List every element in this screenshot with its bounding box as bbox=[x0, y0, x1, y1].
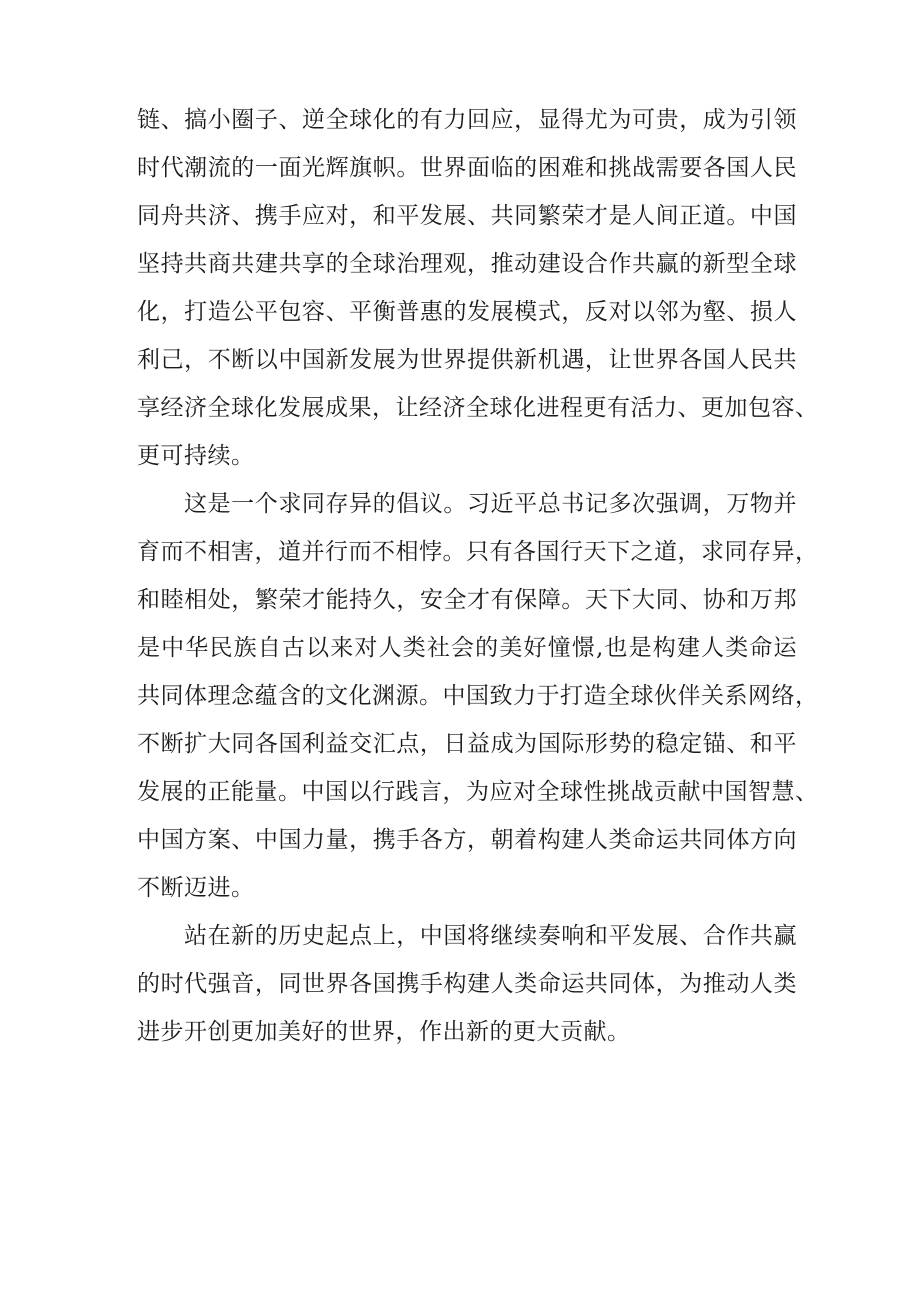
text-line: 进步开创更加美好的世界，作出新的更大贡献。 bbox=[137, 1019, 631, 1045]
text-line: 不断扩大同各国利益交汇点，日益成为国际形势的稳定锚、和平 bbox=[137, 731, 797, 757]
text-line: 坚持共商共建共享的全球治理观，推动建设合作共赢的新型全球 bbox=[137, 251, 797, 277]
text-line: 发展的正能量。中国以行践言，为应对全球性挑战贡献中国智慧、 bbox=[137, 779, 819, 805]
text-line: 站在新的历史起点上，中国将继续奏响和平发展、合作共赢 bbox=[184, 923, 797, 949]
text-line: 享经济全球化发展成果，让经济全球化进程更有活力、更加包容、 bbox=[137, 395, 819, 421]
paragraph-3 bbox=[137, 912, 797, 1056]
paragraph-2 bbox=[137, 480, 819, 912]
text-line: 是中华民族自古以来对人类社会的美好憧憬,也是构建人类命运 bbox=[137, 635, 797, 661]
text-line: 和睦相处，繁荣才能持久，安全才有保障。天下大同、协和万邦 bbox=[137, 587, 797, 613]
text-line: 更可持续。 bbox=[137, 443, 255, 469]
text-line: 中国方案、中国力量，携手各方，朝着构建人类命运共同体方向 bbox=[137, 827, 797, 853]
text-line: 利己，不断以中国新发展为世界提供新机遇，让世界各国人民共 bbox=[137, 347, 797, 373]
document-body bbox=[137, 96, 819, 1056]
paragraph-1 bbox=[137, 96, 819, 480]
text-line: 不断迈进。 bbox=[137, 875, 255, 901]
text-line: 同舟共济、携手应对，和平发展、共同繁荣才是人间正道。中国 bbox=[137, 203, 797, 229]
text-line: 共同体理念蕴含的文化渊源。中国致力于打造全球伙伴关系网络， bbox=[137, 683, 819, 709]
text-line: 链、搞小圈子、逆全球化的有力回应，显得尤为可贵，成为引领 bbox=[137, 107, 797, 133]
text-line: 育而不相害，道并行而不相悖。只有各国行天下之道，求同存异， bbox=[137, 539, 819, 565]
text-line: 这是一个求同存异的倡议。习近平总书记多次强调，万物并 bbox=[184, 491, 797, 517]
text-line: 的时代强音，同世界各国携手构建人类命运共同体，为推动人类 bbox=[137, 971, 797, 997]
text-line: 化，打造公平包容、平衡普惠的发展模式，反对以邻为壑、损人 bbox=[137, 299, 797, 325]
text-line: 时代潮流的一面光辉旗帜。世界面临的困难和挑战需要各国人民 bbox=[137, 155, 797, 181]
